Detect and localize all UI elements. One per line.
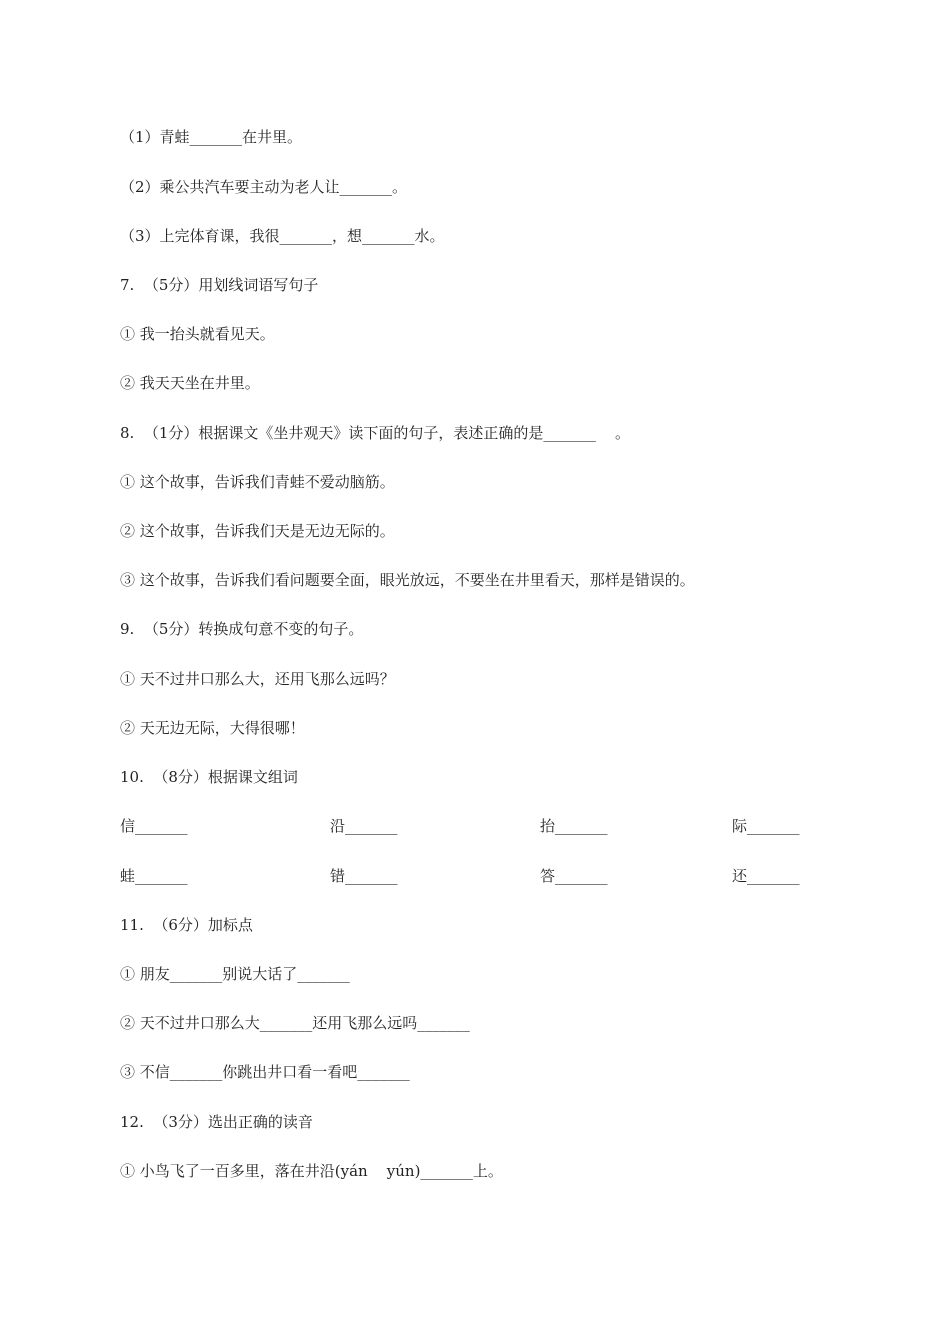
question-12-item-1: ① 小鸟飞了一百多里，落在井沿(yán yún)_______上。 xyxy=(120,1162,503,1180)
question-9-title: 9. （5分）转换成句意不变的句子。 xyxy=(120,620,364,638)
question-7-item-2: ② 我天天坐在井里。 xyxy=(120,374,260,392)
word-cell: 际_______ xyxy=(732,817,800,835)
question-9-item-2: ② 天无边无际，大得很哪！ xyxy=(120,719,305,737)
fill-blank-2: （2）乘公共汽车要主动为老人让_______。 xyxy=(120,178,408,196)
question-11-item-2: ② 天不过井口那么大_______还用飞那么远吗_______ xyxy=(120,1014,470,1032)
question-8-option-1: ① 这个故事，告诉我们青蛙不爱动脑筋。 xyxy=(120,473,395,491)
word-cell: 信_______ xyxy=(120,817,188,835)
question-11-item-3: ③ 不信_______你跳出井口看一看吧_______ xyxy=(120,1063,410,1081)
question-8-option-3: ③ 这个故事，告诉我们看问题要全面，眼光放远，不要坐在井里看天，那样是错误的。 xyxy=(120,571,695,589)
word-cell: 还_______ xyxy=(732,867,800,885)
question-7-title: 7. （5分）用划线词语写句子 xyxy=(120,276,319,294)
fill-blank-3: （3）上完体育课，我很_______，想_______水。 xyxy=(120,227,445,245)
word-grid-row-2 xyxy=(120,866,840,886)
question-9-item-1: ① 天不过井口那么大，还用飞那么远吗？ xyxy=(120,670,395,688)
question-11-title: 11. （6分）加标点 xyxy=(120,916,253,934)
question-12-title: 12. （3分）选出正确的读音 xyxy=(120,1113,313,1131)
question-10-title: 10. （8分）根据课文组词 xyxy=(120,768,298,786)
word-cell: 沿_______ xyxy=(330,817,398,835)
fill-blank-1: （1）青蛙_______在井里。 xyxy=(120,128,303,146)
word-grid-row-1 xyxy=(120,816,840,836)
word-cell: 答_______ xyxy=(540,867,608,885)
word-cell: 错_______ xyxy=(330,867,398,885)
word-cell: 抬_______ xyxy=(540,817,608,835)
question-11-item-1: ① 朋友_______别说大话了_______ xyxy=(120,965,350,983)
question-8-option-2: ② 这个故事，告诉我们天是无边无际的。 xyxy=(120,522,395,540)
question-8-title: 8. （1分）根据课文《坐井观天》读下面的句子，表述正确的是_______ 。 xyxy=(120,424,630,442)
question-7-item-1: ① 我一抬头就看见天。 xyxy=(120,325,275,343)
word-cell: 蛙_______ xyxy=(120,867,188,885)
